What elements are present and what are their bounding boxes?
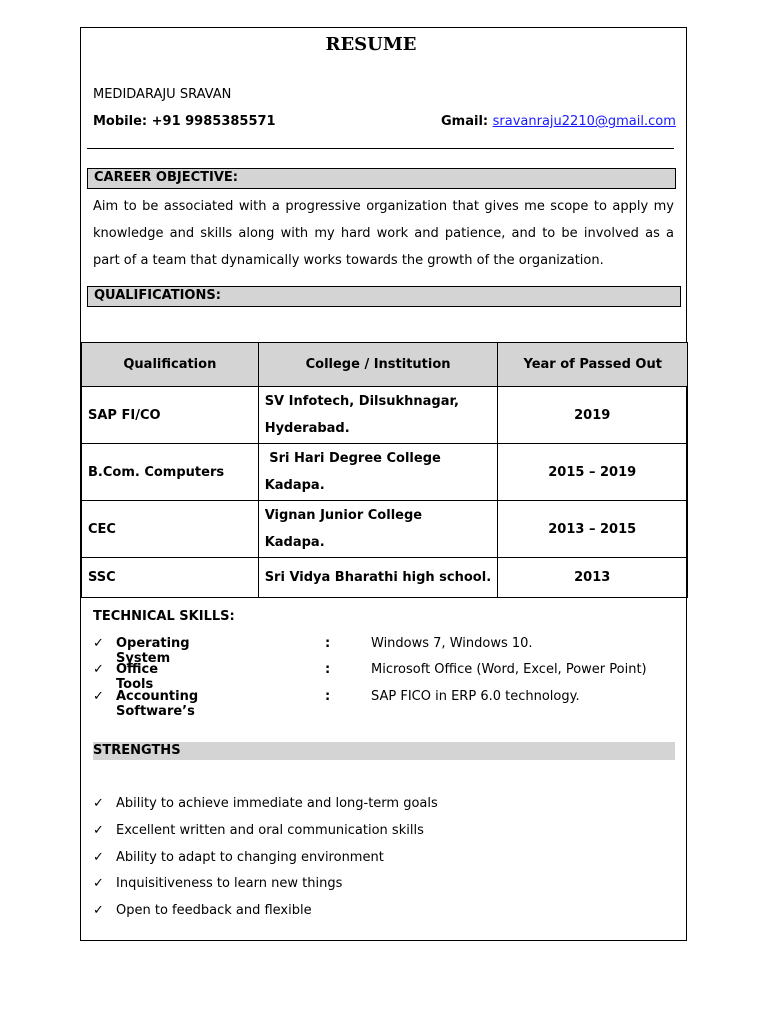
strength-text: Open to feedback and flexible [116, 903, 312, 918]
column-header: Year of Passed Out [498, 343, 688, 387]
column-header: College / Institution [258, 343, 498, 387]
skill-label: Office Tools [116, 662, 159, 692]
strength-text: Excellent written and oral communication skills [116, 823, 424, 838]
college-line: Kadapa. [264, 535, 325, 550]
qualification-cell: SAP FI/CO [82, 387, 259, 444]
gmail-label: Gmail: [441, 114, 489, 129]
table-row [82, 387, 688, 444]
college-cell [258, 444, 498, 501]
mobile-number: Mobile: +91 9985385571 [93, 114, 276, 129]
college-cell: Sri Vidya Bharathi high school. [258, 558, 498, 598]
checkmark-icon: ✓ [93, 796, 104, 811]
table-row [82, 444, 688, 501]
checkmark-icon: ✓ [93, 823, 104, 838]
checkmark-icon: ✓ [93, 876, 104, 891]
checkmark-icon: ✓ [93, 850, 104, 865]
skill-value: Microsoft Office (Word, Excel, Power Point) [371, 662, 647, 677]
skill-value: SAP FICO in ERP 6.0 technology. [371, 689, 580, 704]
checkmark-icon: ✓ [93, 662, 104, 677]
technical-skills-heading: TECHNICAL SKILLS: [93, 609, 235, 624]
qualification-cell: CEC [82, 501, 259, 558]
qualification-cell: B.Com. Computers [82, 444, 259, 501]
gmail-contact [441, 114, 676, 129]
skill-label: Accounting Software’s [116, 689, 199, 719]
college-line: Vignan Junior College [264, 508, 423, 523]
table-row [82, 501, 688, 558]
qualifications-table [81, 342, 688, 598]
year-cell: 2013 – 2015 [498, 501, 688, 558]
qualifications-heading: QUALIFICATIONS: [87, 286, 681, 307]
college-line: Sri Hari Degree College [264, 451, 441, 466]
year-cell: 2015 – 2019 [498, 444, 688, 501]
skill-label: Operating System [116, 636, 190, 666]
qualification-cell: SSC [82, 558, 259, 598]
career-objective-heading: CAREER OBJECTIVE: [87, 168, 676, 189]
strength-text: Ability to achieve immediate and long-term goals [116, 796, 438, 811]
career-objective-text: Aim to be associated with a progressive organization that gives me scope to apply my knowledge and skills along with my hard work and patience, and to be involved as a part of a team that dynamically works towards the growth of the organization. [93, 199, 674, 268]
year-cell: 2013 [498, 558, 688, 598]
checkmark-icon: ✓ [93, 903, 104, 918]
gmail-link[interactable]: sravanraju2210@gmail.com [492, 114, 676, 129]
checkmark-icon: ✓ [93, 689, 104, 704]
candidate-name: MEDIDARAJU SRAVAN [93, 87, 232, 102]
strengths-heading: STRENGTHS [93, 742, 675, 760]
college-cell [258, 501, 498, 558]
table-header-row [82, 343, 688, 387]
skill-value: Windows 7, Windows 10. [371, 636, 533, 651]
college-line: Hyderabad. [264, 421, 350, 436]
college-line: Kadapa. [264, 478, 325, 493]
table-row [82, 558, 688, 598]
resume-title: RESUME [325, 34, 417, 55]
college-line: SV Infotech, Dilsukhnagar, [264, 394, 459, 409]
strength-text: Inquisitiveness to learn new things [116, 876, 343, 891]
checkmark-icon: ✓ [93, 636, 104, 651]
college-cell [258, 387, 498, 444]
skill-colon: : [325, 689, 331, 704]
header-divider [87, 148, 674, 149]
skill-colon: : [325, 636, 331, 651]
year-cell: 2019 [498, 387, 688, 444]
strength-text: Ability to adapt to changing environment [116, 850, 384, 865]
column-header: Qualification [82, 343, 259, 387]
skill-colon: : [325, 662, 331, 677]
